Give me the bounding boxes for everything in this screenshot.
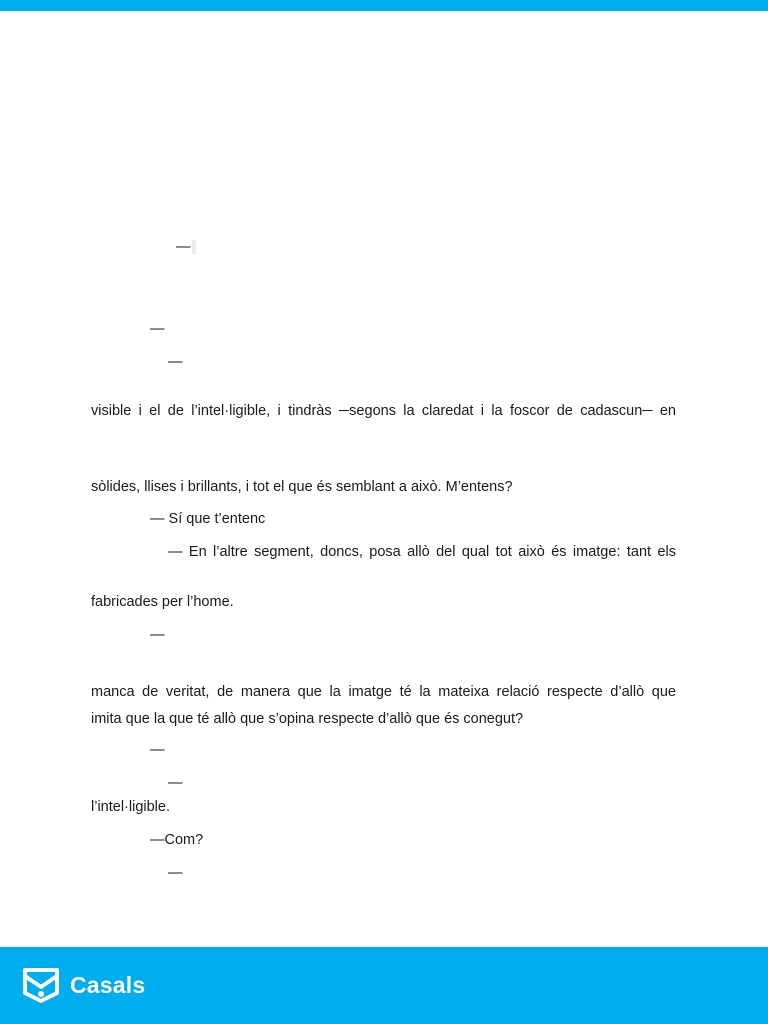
text-line: sòlides, llises i brillants, i tot el que és semblant a això. M’entens?	[91, 479, 513, 495]
text-line: —	[150, 627, 165, 643]
brand-name: Casals	[70, 971, 146, 998]
document-page	[0, 11, 768, 947]
text-line: — En l’altre segment, doncs, posa allò del qual tot això és imatge: tant els	[168, 544, 676, 560]
text-line: fabricades per l’home.	[91, 594, 234, 610]
text-line: —	[168, 865, 183, 881]
footer-bar	[0, 947, 768, 1024]
text-line: imita que la que té allò que s’opina respecte d’allò que és conegut?	[91, 711, 524, 727]
text-line: —	[150, 321, 165, 337]
top-accent-bar	[0, 0, 768, 11]
text-line: —Com?	[150, 832, 204, 848]
text-line: —	[168, 354, 183, 370]
text-line: manca de veritat, de manera que la imatge té la mateixa relació respecte d’allò que	[91, 684, 676, 700]
text-cursor-marker	[192, 240, 196, 254]
text-line: l’intel·ligible.	[91, 799, 170, 815]
text-line: —	[176, 237, 196, 257]
text-line: —	[168, 775, 183, 791]
text-line: —	[150, 742, 165, 758]
text-line: — Sí que t’entenc	[150, 511, 266, 527]
casals-logo[interactable]	[22, 967, 145, 1003]
casals-house-logo-icon	[22, 967, 60, 1003]
text-line: visible i el de l’intel·ligible, i tindràs ─segons la claredat i la foscor de cadascun─ en	[91, 403, 676, 419]
